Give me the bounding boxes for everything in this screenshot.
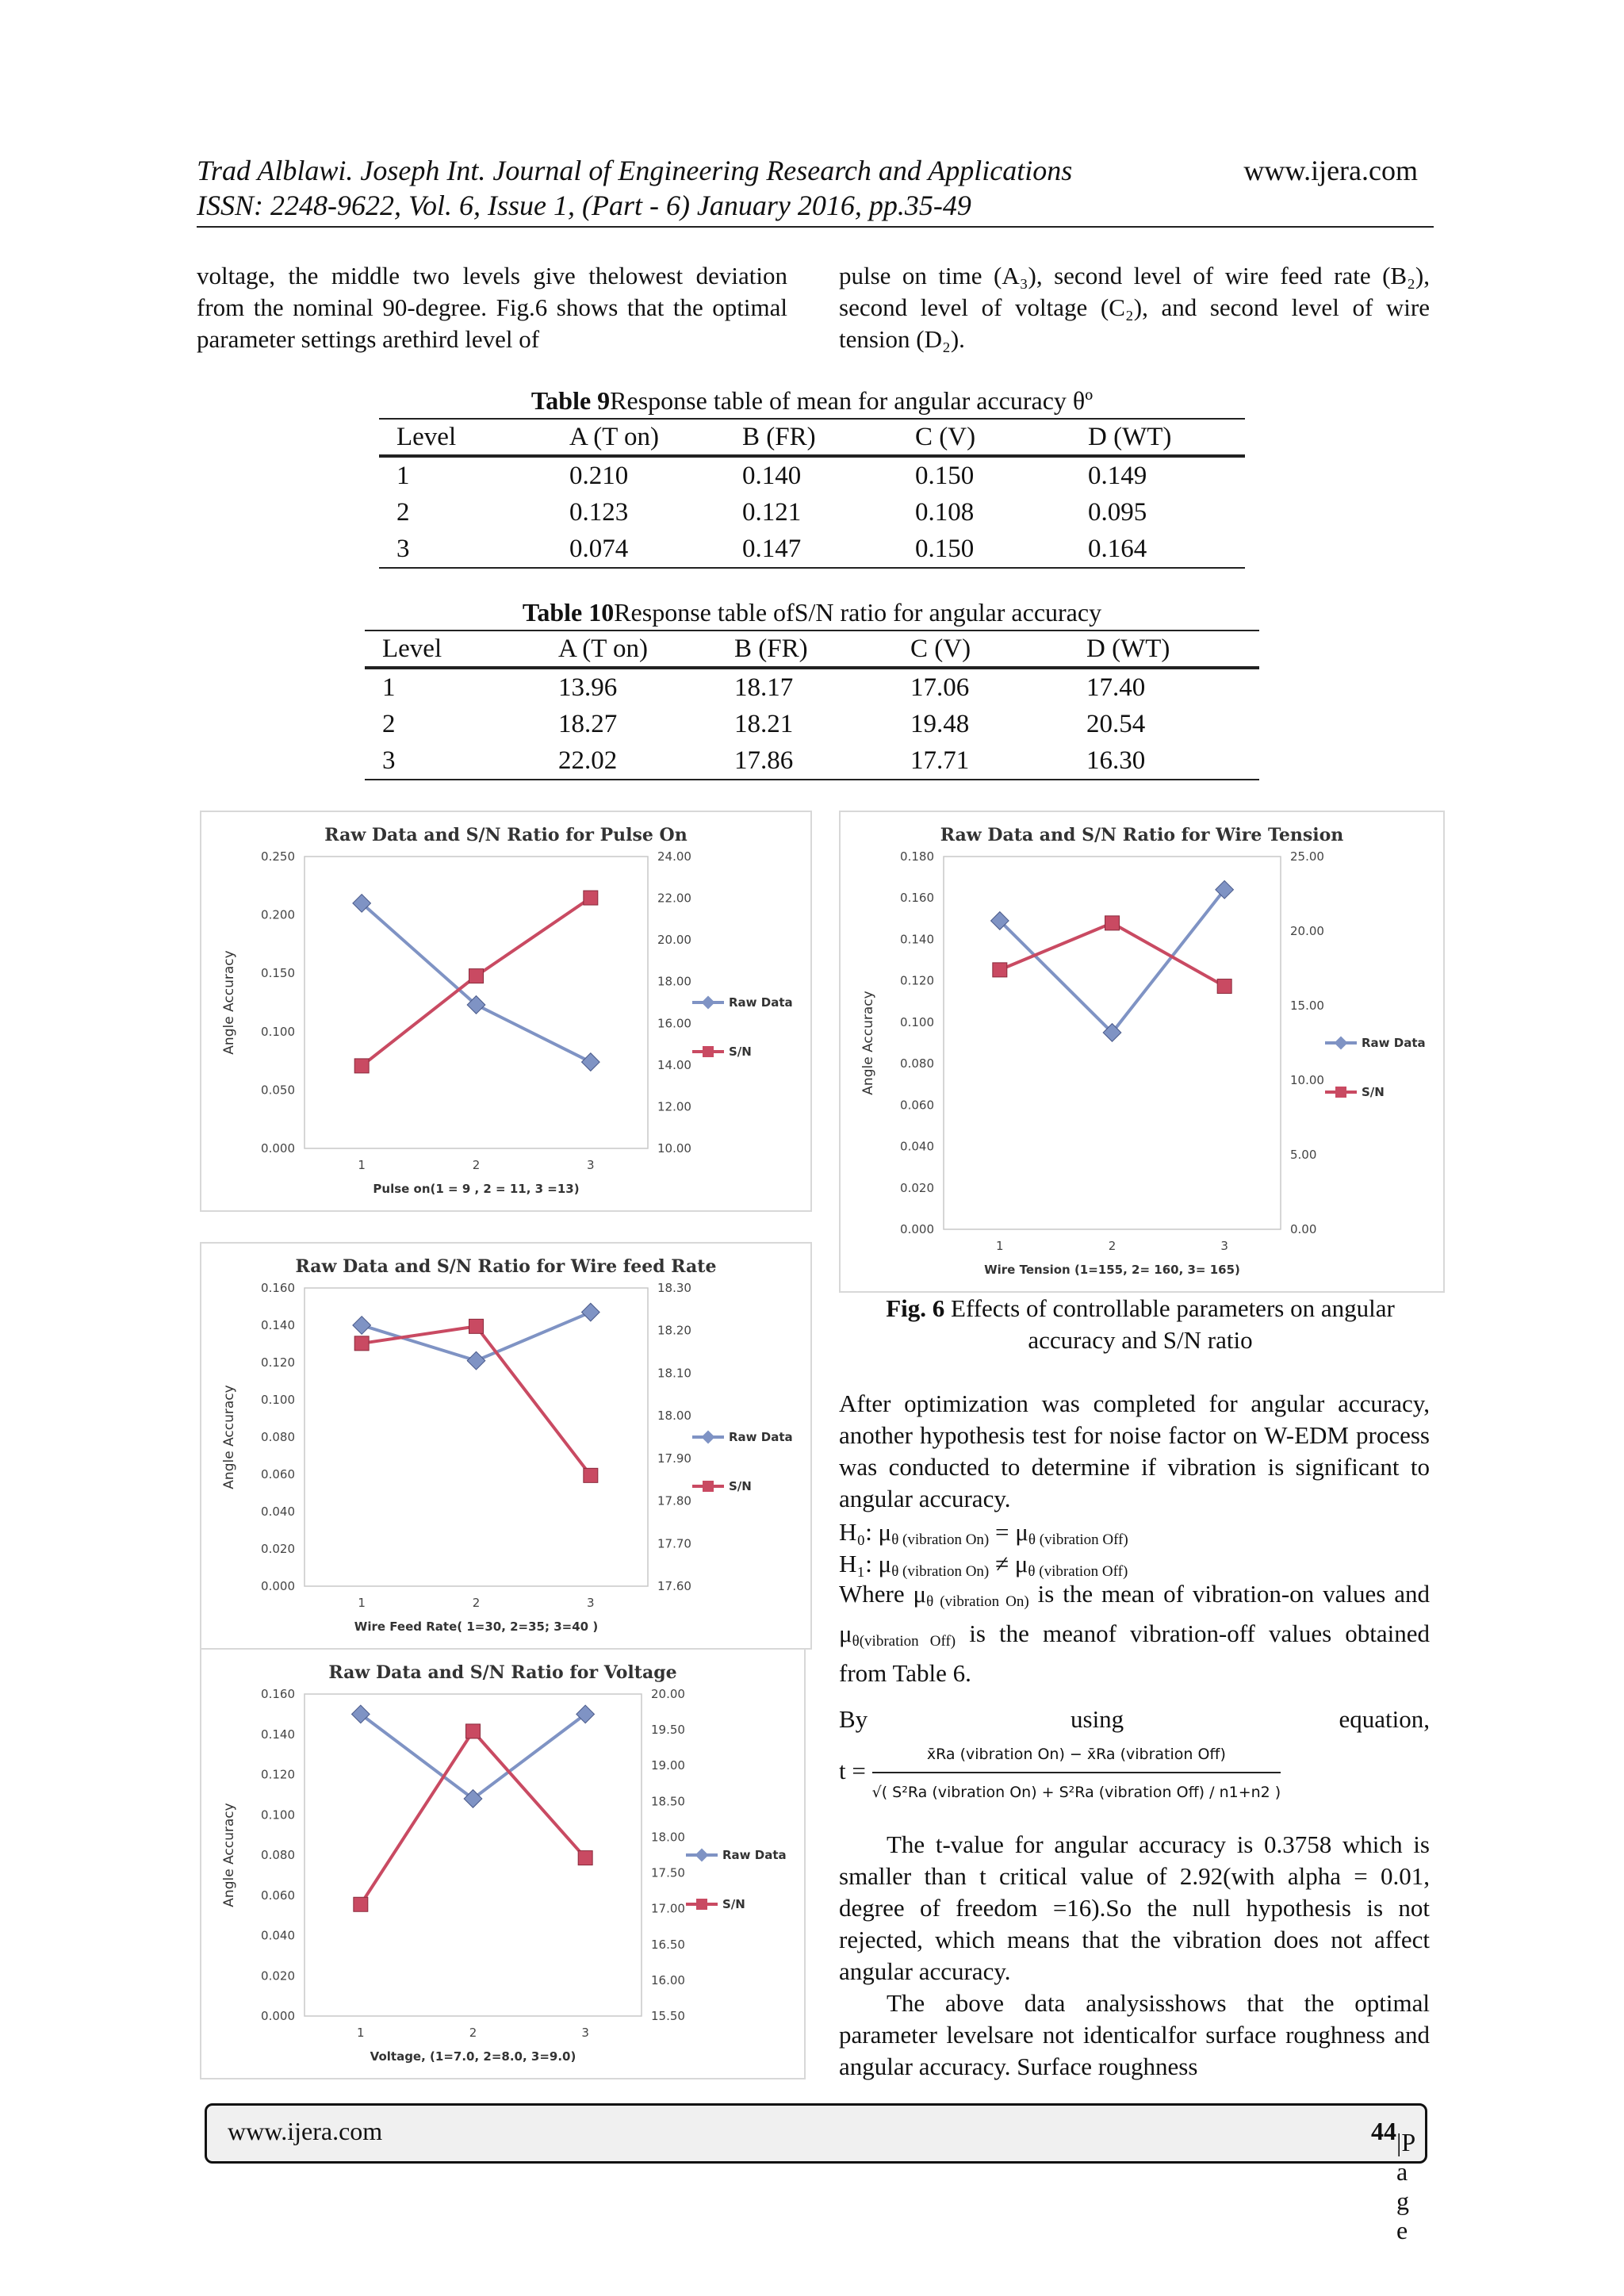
y2-tick-label: 18.00 bbox=[657, 1409, 691, 1424]
t-equals: t = bbox=[839, 1757, 866, 1785]
fig6-caption bbox=[839, 1293, 1442, 1356]
header-website[interactable]: www.ijera.com bbox=[1243, 155, 1418, 186]
y-tick-label: 0.100 bbox=[261, 1393, 295, 1407]
table10-header-row bbox=[365, 631, 1259, 668]
table-row bbox=[365, 706, 1259, 742]
y-tick-label: 0.080 bbox=[261, 1848, 295, 1862]
table10 bbox=[365, 630, 1259, 780]
legend-label: S/N bbox=[722, 1897, 745, 1911]
equation-word: equation, bbox=[1339, 1705, 1430, 1733]
legend-marker bbox=[1335, 1087, 1346, 1098]
fig6-caption-line1: Effects of controllable parameters on angular bbox=[951, 1294, 1395, 1322]
y2-tick-label: 25.00 bbox=[1290, 849, 1324, 864]
y2-tick-label: 19.50 bbox=[651, 1723, 685, 1738]
y-axis-label: Angle Accuracy bbox=[860, 991, 876, 1095]
table10-header-cell: D (WT) bbox=[1086, 634, 1170, 663]
table-row bbox=[365, 668, 1259, 706]
y-tick-label: 0.120 bbox=[261, 1355, 295, 1370]
chart-wire-tension-frame bbox=[839, 811, 1445, 1293]
table-cell: 0.210 bbox=[569, 461, 629, 490]
y-axis-label: Angle Accuracy bbox=[221, 1803, 237, 1907]
table-cell: 3 bbox=[382, 746, 396, 775]
y-tick-label: 0.020 bbox=[261, 1968, 295, 1984]
legend-label: Raw Data bbox=[722, 1848, 787, 1862]
table-cell: 0.150 bbox=[915, 461, 975, 490]
y2-tick-label: 10.00 bbox=[657, 1141, 691, 1156]
table10-caption-text: Response table ofS/N ratio for angular accuracy bbox=[614, 598, 1102, 627]
table-cell: 2 bbox=[382, 709, 396, 738]
table-row bbox=[365, 742, 1259, 780]
x-tick-label: 1 bbox=[358, 1158, 366, 1172]
issn-line: ISSN: 2248-9622, Vol. 6, Issue 1, (Part - 6) January 2016, pp.35-49 bbox=[197, 190, 971, 221]
data-point bbox=[354, 1336, 369, 1351]
where-subscript: θ (vibration On) bbox=[926, 1593, 1029, 1610]
x-tick-label: 3 bbox=[581, 2026, 589, 2040]
legend-marker bbox=[703, 1046, 714, 1057]
x-axis-label: Wire Feed Rate( 1=30, 2=35; 3=40 ) bbox=[354, 1619, 599, 1634]
h0-subscript: θ (vibration Off) bbox=[1028, 1531, 1128, 1548]
y-tick-label: 0.040 bbox=[900, 1139, 934, 1154]
data-point bbox=[469, 1319, 484, 1333]
table9 bbox=[379, 418, 1245, 569]
table-cell: 18.21 bbox=[734, 709, 794, 738]
y-tick-label: 0.180 bbox=[900, 849, 934, 864]
y-tick-label: 0.020 bbox=[261, 1542, 295, 1556]
y2-tick-label: 16.00 bbox=[657, 1016, 691, 1031]
legend-marker bbox=[695, 1849, 709, 1862]
table10-header-cell: Level bbox=[382, 634, 442, 663]
h1-subscript: θ (vibration On) bbox=[891, 1563, 990, 1580]
chart-title: Raw Data and S/N Ratio for Wire Tension bbox=[940, 825, 1344, 845]
table9-header-cell: Level bbox=[396, 422, 457, 451]
x-tick-label: 1 bbox=[357, 2026, 365, 2040]
journal-line: Trad Alblawi. Joseph Int. Journal of Engineering Research and Applications bbox=[197, 155, 1073, 186]
y2-tick-label: 20.00 bbox=[651, 1687, 685, 1701]
y2-tick-label: 15.50 bbox=[651, 2009, 685, 2023]
y-tick-label: 0.080 bbox=[261, 1430, 295, 1444]
table9-label: Table 9 bbox=[530, 386, 611, 415]
table-cell: 2 bbox=[396, 497, 410, 527]
table-cell: 17.71 bbox=[910, 746, 970, 775]
x-tick-label: 2 bbox=[472, 1596, 481, 1610]
chart-voltage-frame bbox=[200, 1648, 806, 2079]
table-cell: 0.095 bbox=[1088, 497, 1147, 527]
data-point bbox=[582, 1303, 600, 1321]
y-tick-label: 0.120 bbox=[261, 1767, 295, 1782]
y2-tick-label: 17.90 bbox=[657, 1451, 691, 1466]
x-axis-label: Voltage, (1=7.0, 2=8.0, 3=9.0) bbox=[370, 2049, 576, 2064]
table9-caption bbox=[379, 386, 1245, 416]
y-tick-label: 0.000 bbox=[261, 2009, 295, 2023]
data-point bbox=[469, 969, 484, 983]
y-tick-label: 0.160 bbox=[261, 1687, 295, 1701]
y2-tick-label: 17.00 bbox=[651, 1901, 685, 1916]
table-cell: 0.150 bbox=[915, 534, 975, 563]
data-point bbox=[584, 1468, 598, 1482]
y-tick-label: 0.140 bbox=[900, 932, 934, 947]
chart-title: Raw Data and S/N Ratio for Pulse On bbox=[324, 825, 688, 845]
h0-mid: = μ bbox=[989, 1518, 1028, 1546]
footer-page bbox=[1371, 2117, 1415, 2244]
table-cell: 17.06 bbox=[910, 673, 970, 702]
y-tick-label: 0.020 bbox=[900, 1180, 934, 1195]
data-point bbox=[993, 963, 1007, 977]
y2-tick-label: 19.00 bbox=[651, 1758, 685, 1773]
chart-wire-feed-rate bbox=[201, 1244, 810, 1648]
y-tick-label: 0.000 bbox=[261, 1579, 295, 1593]
x-tick-label: 1 bbox=[358, 1596, 366, 1610]
y2-tick-label: 18.00 bbox=[651, 1830, 685, 1845]
y2-tick-label: 24.00 bbox=[657, 849, 691, 864]
table9-caption-text: Response table of mean for angular accuracy θº bbox=[610, 386, 1094, 415]
x-tick-label: 3 bbox=[587, 1596, 595, 1610]
data-point bbox=[584, 891, 598, 905]
x-tick-label: 2 bbox=[1108, 1239, 1116, 1253]
by-word: By bbox=[839, 1705, 868, 1733]
legend-marker bbox=[1335, 1037, 1348, 1050]
chart-wire-tension bbox=[841, 812, 1443, 1291]
t-denominator: √( S²Ra (vibration On) + S²Ra (vibration Off) / n1+n2 ) bbox=[871, 1784, 1281, 1801]
y2-tick-label: 20.00 bbox=[657, 933, 691, 948]
y-tick-label: 0.000 bbox=[261, 1141, 295, 1156]
legend-label: Raw Data bbox=[729, 995, 793, 1010]
y-tick-label: 0.150 bbox=[261, 966, 295, 981]
x-tick-label: 2 bbox=[469, 2026, 477, 2040]
page-label: |P a g e bbox=[1396, 2128, 1415, 2244]
table-cell: 0.149 bbox=[1088, 461, 1147, 490]
y-tick-label: 0.080 bbox=[900, 1056, 934, 1071]
table-cell: 18.17 bbox=[734, 673, 794, 702]
y2-tick-label: 15.00 bbox=[1290, 999, 1324, 1013]
legend-label: Raw Data bbox=[729, 1430, 793, 1444]
footer-website[interactable]: www.ijera.com bbox=[228, 2117, 383, 2145]
table-cell: 17.40 bbox=[1086, 673, 1146, 702]
table-cell: 0.147 bbox=[742, 534, 802, 563]
h0-subscript: θ (vibration On) bbox=[891, 1531, 990, 1548]
table-cell: 17.86 bbox=[734, 746, 794, 775]
y-tick-label: 0.120 bbox=[900, 973, 934, 988]
table-cell: 0.121 bbox=[742, 497, 802, 527]
y-tick-label: 0.250 bbox=[261, 849, 295, 864]
data-point bbox=[582, 1053, 600, 1071]
h1-subscript: θ (vibration Off) bbox=[1028, 1563, 1128, 1580]
legend-label: S/N bbox=[729, 1479, 752, 1493]
y-tick-label: 0.060 bbox=[900, 1098, 934, 1113]
x-axis-label: Wire Tension (1=155, 2= 160, 3= 165) bbox=[984, 1263, 1240, 1277]
table9-header-cell: B (FR) bbox=[742, 422, 816, 451]
intro-left-paragraph: voltage, the middle two levels give thelowest deviation from the nominal 90-degree. Fig.6 shows that the optimal parameter settings arethird level of bbox=[197, 262, 787, 353]
t-formula bbox=[839, 1738, 1430, 1808]
legend-label: S/N bbox=[1362, 1085, 1385, 1099]
where-lead: Where μ bbox=[839, 1580, 927, 1608]
table9-header-cell: D (WT) bbox=[1088, 422, 1172, 451]
table9-header-cell: C (V) bbox=[915, 422, 976, 451]
y-tick-label: 0.140 bbox=[261, 1318, 295, 1332]
table-cell: 22.02 bbox=[558, 746, 618, 775]
data-point bbox=[354, 1897, 368, 1911]
page-footer bbox=[205, 2103, 1427, 2244]
x-axis-label: Pulse on(1 = 9 , 2 = 11, 3 =13) bbox=[373, 1182, 580, 1196]
data-point bbox=[466, 1724, 481, 1738]
y-tick-label: 0.100 bbox=[900, 1014, 934, 1029]
table10-caption bbox=[365, 598, 1259, 627]
table9-header-cell: A (T on) bbox=[569, 422, 660, 451]
t-fraction bbox=[872, 1738, 1281, 1808]
data-point bbox=[1105, 916, 1120, 930]
legend-marker bbox=[702, 1431, 715, 1444]
table10-label: Table 10 bbox=[522, 598, 615, 627]
fig6-label: Fig. 6 bbox=[886, 1294, 945, 1322]
legend-marker bbox=[696, 1899, 707, 1910]
y2-tick-label: 18.20 bbox=[657, 1323, 691, 1338]
x-tick-label: 3 bbox=[1220, 1239, 1228, 1253]
y-tick-label: 0.100 bbox=[261, 1024, 295, 1039]
y-tick-label: 0.160 bbox=[900, 891, 934, 906]
y2-tick-label: 5.00 bbox=[1290, 1148, 1317, 1162]
table-cell: 16.30 bbox=[1086, 746, 1146, 775]
plot-area bbox=[944, 857, 1281, 1229]
table-cell: 13.96 bbox=[558, 673, 618, 702]
y-tick-label: 0.060 bbox=[261, 1888, 295, 1903]
y2-tick-label: 18.50 bbox=[651, 1794, 685, 1809]
data-point bbox=[1217, 979, 1231, 994]
chart-wire-feed-rate-frame bbox=[200, 1242, 812, 1650]
table-cell: 1 bbox=[382, 673, 396, 702]
table10-header-cell: C (V) bbox=[910, 634, 971, 663]
chart-pulse-on bbox=[201, 812, 810, 1210]
chart-voltage bbox=[201, 1650, 804, 2078]
series-line bbox=[362, 1326, 591, 1475]
table10-header-cell: A (T on) bbox=[558, 634, 649, 663]
table-cell: 0.164 bbox=[1088, 534, 1147, 563]
where-subscript: θ(vibration Off) bbox=[852, 1633, 956, 1650]
y-tick-label: 0.160 bbox=[261, 1281, 295, 1295]
y2-tick-label: 16.50 bbox=[651, 1937, 685, 1952]
y-tick-label: 0.200 bbox=[261, 907, 295, 922]
y2-tick-label: 18.00 bbox=[657, 974, 691, 989]
legend-label: S/N bbox=[729, 1045, 752, 1059]
y-tick-label: 0.040 bbox=[261, 1504, 295, 1519]
where-mid: is the mean of vibration-on values and μ bbox=[839, 1580, 1430, 1647]
h0-lead: H₀: μ bbox=[839, 1518, 892, 1546]
table10-header-cell: B (FR) bbox=[734, 634, 808, 663]
x-tick-label: 2 bbox=[472, 1158, 481, 1172]
y-tick-label: 0.060 bbox=[261, 1467, 295, 1481]
y-tick-label: 0.040 bbox=[261, 1928, 295, 1943]
h1-lead: H₁: μ bbox=[839, 1550, 892, 1577]
table-cell: 18.27 bbox=[558, 709, 618, 738]
legend-marker bbox=[703, 1481, 714, 1492]
optimal-levels-text: The above data analysisshows that the optimal parameter levelsare not identicalfor surface roughness and angular accuracy. Surface roughness bbox=[839, 1989, 1430, 2080]
table-cell: 1 bbox=[396, 461, 410, 490]
x-tick-label: 3 bbox=[587, 1158, 595, 1172]
table-cell: 19.48 bbox=[910, 709, 970, 738]
table-cell: 0.123 bbox=[569, 497, 629, 527]
chart-title: Raw Data and S/N Ratio for Wire feed Rate bbox=[295, 1256, 717, 1277]
y-tick-label: 0.140 bbox=[261, 1727, 295, 1742]
table-row bbox=[379, 531, 1245, 568]
chart-pulse-on-frame bbox=[200, 811, 812, 1212]
series-line bbox=[1000, 890, 1224, 1033]
data-point bbox=[353, 1317, 371, 1335]
table-cell: 20.54 bbox=[1086, 709, 1146, 738]
table-cell: 0.074 bbox=[569, 534, 629, 563]
legend-marker bbox=[702, 996, 715, 1010]
y-tick-label: 0.100 bbox=[261, 1807, 295, 1823]
where-tail: is the meanof vibration-off values obtained from Table 6. bbox=[839, 1619, 1431, 1687]
y2-tick-label: 14.00 bbox=[657, 1057, 691, 1072]
where-paragraph bbox=[839, 1578, 1430, 1689]
y2-tick-label: 10.00 bbox=[1290, 1073, 1324, 1087]
y-tick-label: 0.050 bbox=[261, 1083, 295, 1098]
hypothesis-intro-paragraph: After optimization was completed for angular accuracy, another hypothesis test for noise factor on W-EDM process was conducted to determine if vibration is significant to angular accuracy. bbox=[839, 1389, 1430, 1512]
data-point bbox=[354, 1059, 369, 1073]
y2-tick-label: 20.00 bbox=[1290, 924, 1324, 938]
h1-mid: ≠ μ bbox=[989, 1550, 1028, 1577]
y-axis-label: Angle Accuracy bbox=[221, 950, 237, 1055]
y2-tick-label: 17.60 bbox=[657, 1579, 691, 1593]
y2-tick-label: 18.30 bbox=[657, 1281, 691, 1295]
table-cell: 0.108 bbox=[915, 497, 975, 527]
running-header bbox=[197, 153, 1434, 223]
table-cell: 3 bbox=[396, 534, 410, 563]
y2-tick-label: 12.00 bbox=[657, 1099, 691, 1114]
y2-tick-label: 16.00 bbox=[651, 1972, 685, 1987]
y2-tick-label: 0.00 bbox=[1290, 1222, 1317, 1236]
legend-label: Raw Data bbox=[1362, 1036, 1426, 1050]
y2-tick-label: 18.10 bbox=[657, 1366, 691, 1381]
series-line bbox=[361, 1731, 585, 1904]
y-tick-label: 0.000 bbox=[900, 1222, 934, 1236]
x-tick-label: 1 bbox=[996, 1239, 1004, 1253]
header-divider bbox=[197, 226, 1434, 228]
table-row bbox=[379, 456, 1245, 494]
y2-tick-label: 17.80 bbox=[657, 1493, 691, 1508]
y2-tick-label: 22.00 bbox=[657, 891, 691, 906]
t-numerator: x̄Ra (vibration On) − x̄Ra (vibration Off) bbox=[872, 1738, 1281, 1773]
page-number: 44 bbox=[1371, 2117, 1396, 2145]
optimal-levels-paragraph bbox=[839, 1987, 1430, 2083]
y2-tick-label: 17.50 bbox=[651, 1865, 685, 1880]
data-point bbox=[467, 1351, 485, 1370]
t-value-text: The t-value for angular accuracy is 0.3758 which is smaller than t critical value of 2.92(with alpha = 0.01, degree of freedom =16).So the null hypothesis is not rejected, which means that the vibration does not affect angular accuracy. bbox=[839, 1830, 1430, 1985]
table-row bbox=[379, 494, 1245, 531]
intro-right-paragraph: pulse on time (A₃), second level of wire feed rate (B₂), second level of voltage (C₂), and second level of wire tension (D₂). bbox=[839, 262, 1430, 353]
using-word: using bbox=[1071, 1705, 1124, 1733]
data-point bbox=[578, 1851, 592, 1865]
fig6-caption-line2: accuracy and S/N ratio bbox=[1028, 1326, 1253, 1354]
table9-header-row bbox=[379, 419, 1245, 456]
chart-title: Raw Data and S/N Ratio for Voltage bbox=[328, 1662, 677, 1683]
y2-tick-label: 17.70 bbox=[657, 1536, 691, 1551]
table-cell: 0.140 bbox=[742, 461, 802, 490]
t-value-paragraph bbox=[839, 1829, 1430, 1987]
y-axis-label: Angle Accuracy bbox=[221, 1385, 237, 1489]
